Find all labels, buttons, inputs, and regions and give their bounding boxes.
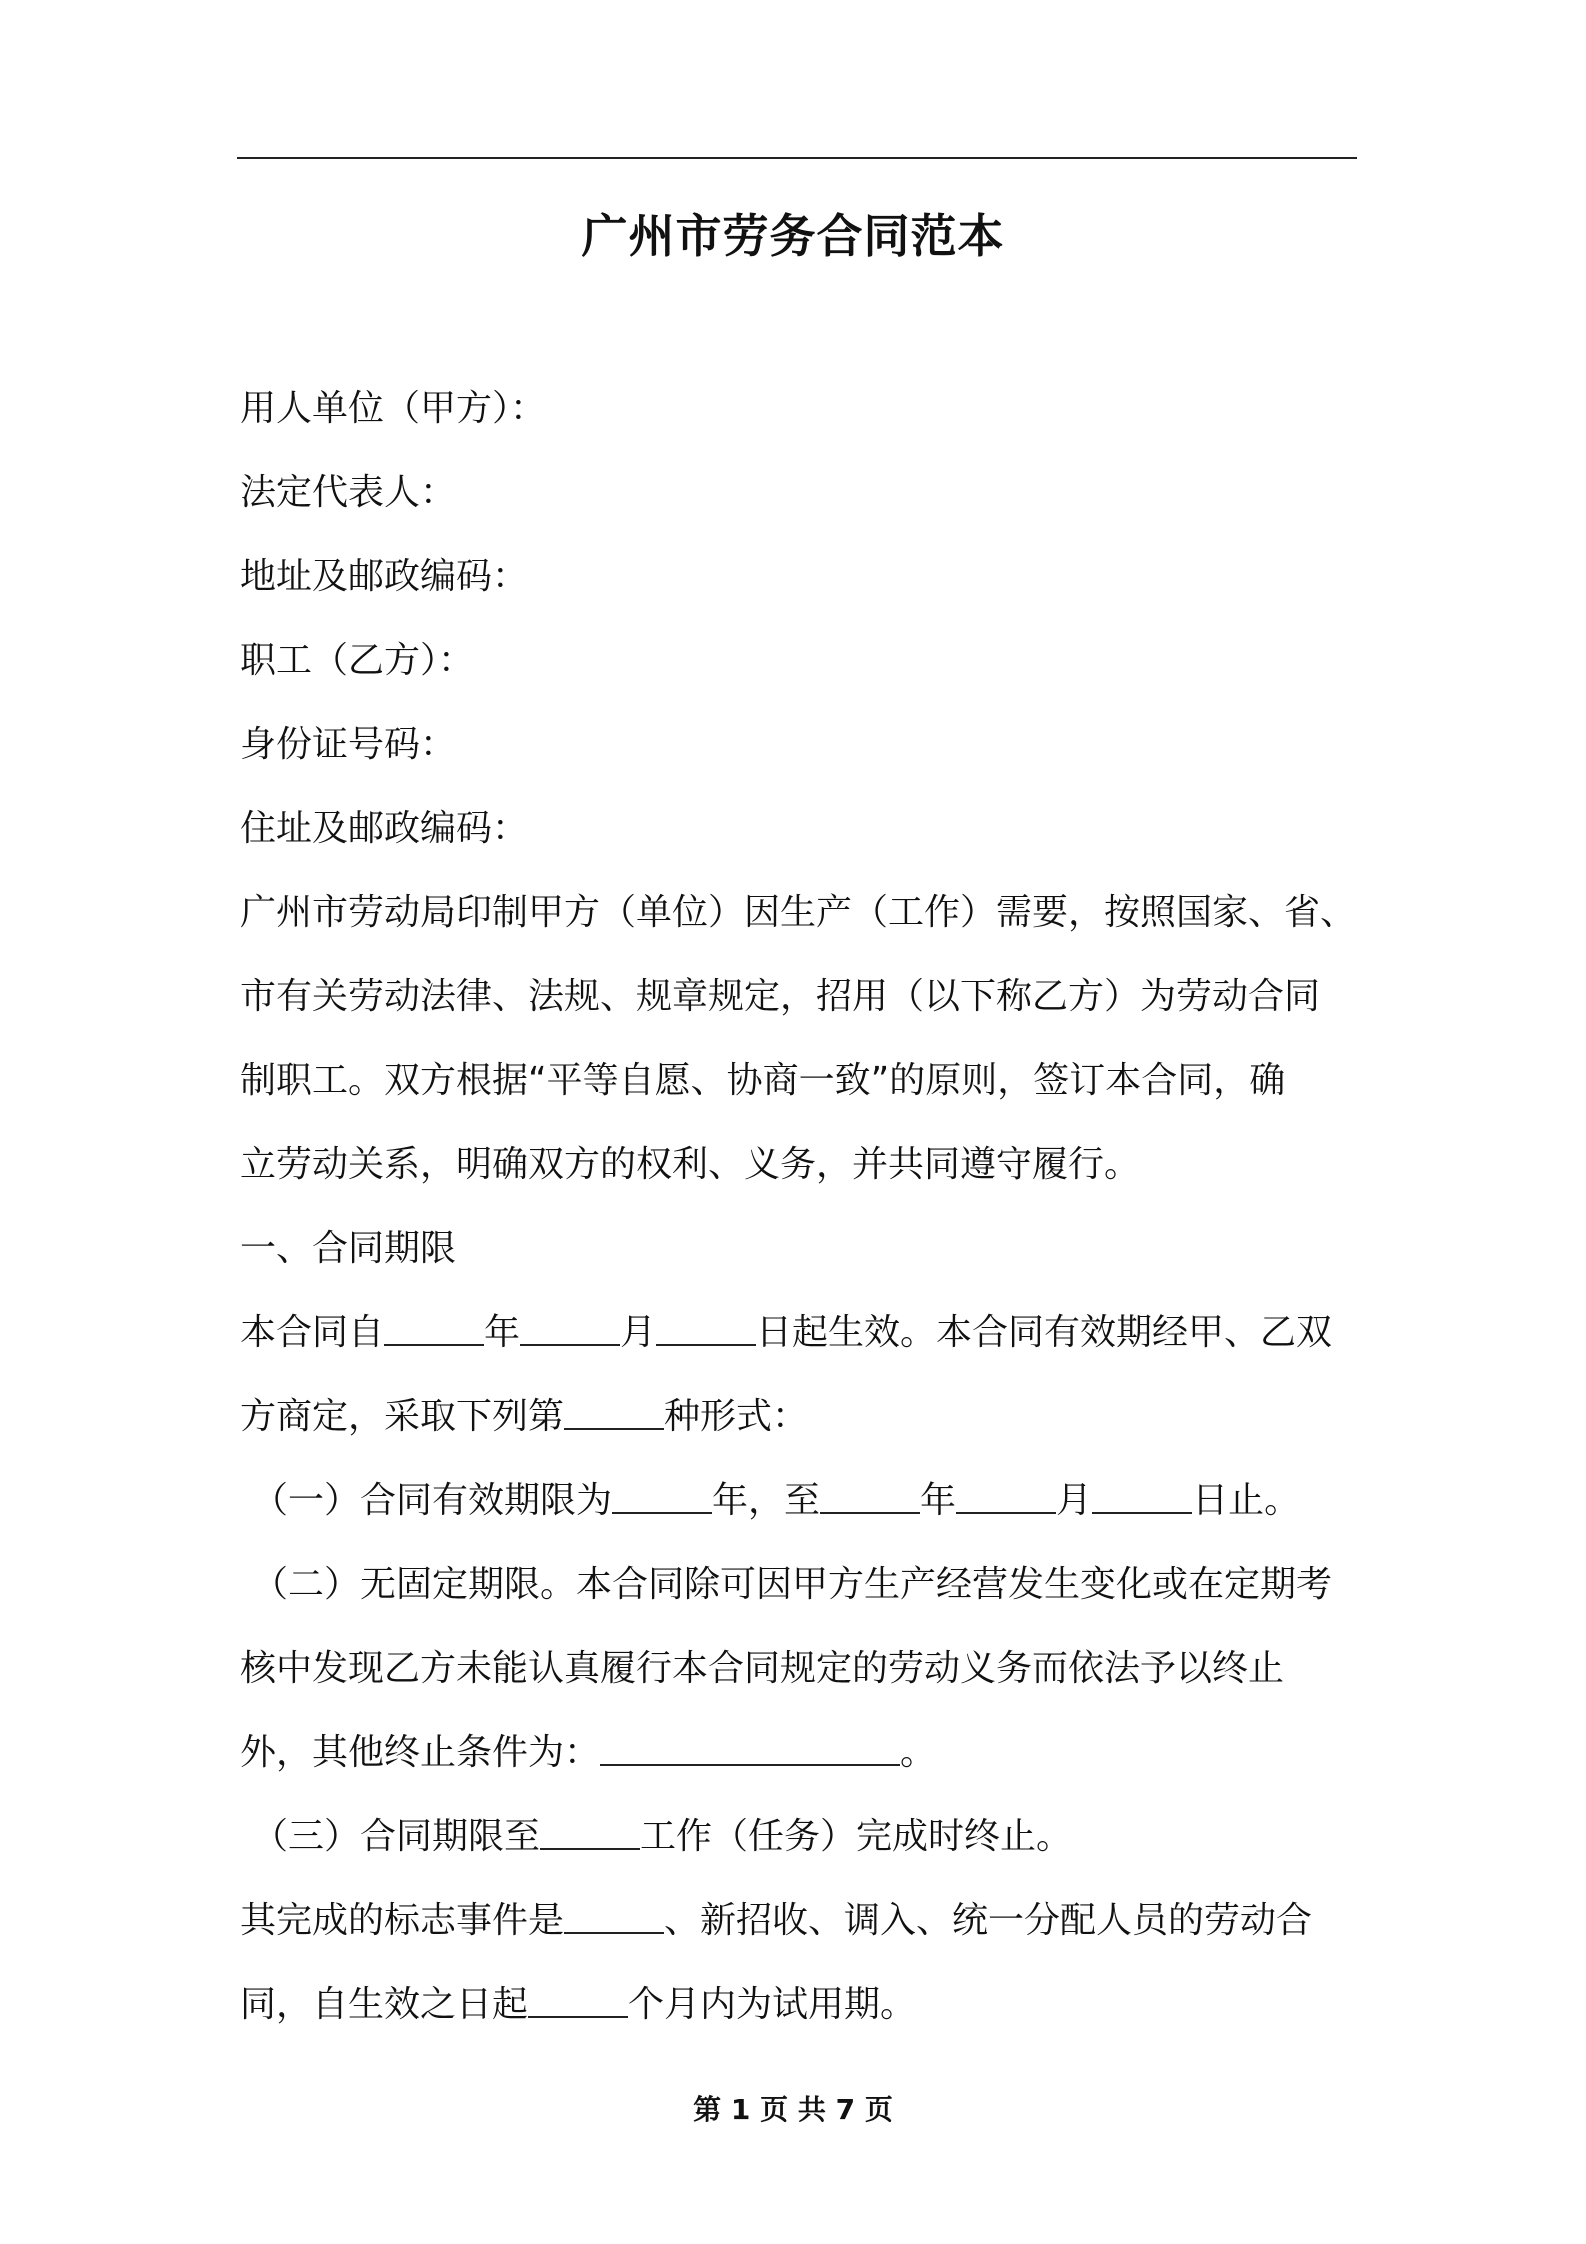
- text-span: 日起生效。本合同有效期经甲、乙双: [756, 1312, 1333, 1353]
- field-employee-address: 住址及邮政编码：: [240, 808, 529, 849]
- text-span: 方商定，采取下列第: [240, 1396, 565, 1437]
- text-span: 工作（任务）完成时终止。: [640, 1816, 1073, 1857]
- effective-date-line: [240, 1291, 1358, 1375]
- field-employee: 职工（乙方）：: [240, 640, 475, 681]
- blank-month: [520, 1314, 620, 1346]
- field-employer: 用人单位（甲方）：: [240, 388, 547, 429]
- header-rule: [237, 157, 1357, 159]
- intro-line: 制职工。双方根据“平等自愿、协商一致”的原则，签订本合同，确: [240, 1060, 1286, 1101]
- text-span: 年，至: [712, 1480, 821, 1521]
- text-span: 年: [920, 1480, 957, 1521]
- blank-end-month: [956, 1482, 1056, 1514]
- blank-day: [656, 1314, 756, 1346]
- blank-end-day: [1092, 1482, 1192, 1514]
- section-heading-term: 一、合同期限: [240, 1228, 457, 1269]
- probation-line: [240, 1963, 1358, 2047]
- page-number: 第 1 页 共 7 页: [693, 2093, 893, 2126]
- text-span: 种形式：: [664, 1396, 809, 1437]
- blank-probation-months: [528, 1986, 628, 2018]
- intro-line: 市有关劳动法律、法规、规章规定，招用（以下称乙方）为劳动合同: [240, 976, 1321, 1017]
- option-open-ended-cont: [240, 1711, 1358, 1795]
- form-choice-line: [240, 1375, 1358, 1459]
- field-legal-representative: 法定代表人：: [240, 472, 457, 513]
- document-body: [240, 367, 1358, 2047]
- document-title: 广州市劳务合同范本: [581, 209, 1005, 263]
- text-span: （一）合同有效期限为: [252, 1480, 613, 1521]
- intro-line: 广州市劳动局印制甲方（单位）因生产（工作）需要，按照国家、省、: [240, 892, 1357, 933]
- text-span: 月: [1056, 1480, 1093, 1521]
- blank-years: [612, 1482, 712, 1514]
- text-span: （三）合同期限至: [252, 1816, 541, 1857]
- option-open-ended-cont: 核中发现乙方未能认真履行本合同规定的劳动义务而依法予以终止: [240, 1648, 1285, 1689]
- text-span: 外，其他终止条件为：: [240, 1732, 601, 1773]
- text-span: 、新招收、调入、统一分配人员的劳动合: [664, 1900, 1313, 1941]
- completion-line: [240, 1879, 1358, 1963]
- text-span: 其完成的标志事件是: [240, 1900, 565, 1941]
- blank-termination-conditions: [600, 1734, 900, 1766]
- text-span: 月: [620, 1312, 657, 1353]
- blank-form-number: [564, 1398, 664, 1430]
- option-task-based: [240, 1795, 1358, 1879]
- text-span: 。: [900, 1732, 937, 1773]
- field-id-number: 身份证号码：: [240, 724, 457, 765]
- blank-completion-event: [564, 1902, 664, 1934]
- blank-end-year: [820, 1482, 920, 1514]
- blank-task: [540, 1818, 640, 1850]
- text-span: 本合同自: [240, 1312, 385, 1353]
- blank-year: [384, 1314, 484, 1346]
- intro-line: 立劳动关系，明确双方的权利、义务，并共同遵守履行。: [240, 1144, 1141, 1185]
- option-open-ended: （二）无固定期限。本合同除可因甲方生产经营发生变化或在定期考: [252, 1564, 1333, 1605]
- option-fixed-term: [240, 1459, 1358, 1543]
- text-span: 同，自生效之日起: [240, 1984, 529, 2025]
- text-span: 日止。: [1192, 1480, 1301, 1521]
- text-span: 个月内为试用期。: [628, 1984, 917, 2025]
- text-span: 年: [484, 1312, 521, 1353]
- field-employer-address: 地址及邮政编码：: [240, 556, 529, 597]
